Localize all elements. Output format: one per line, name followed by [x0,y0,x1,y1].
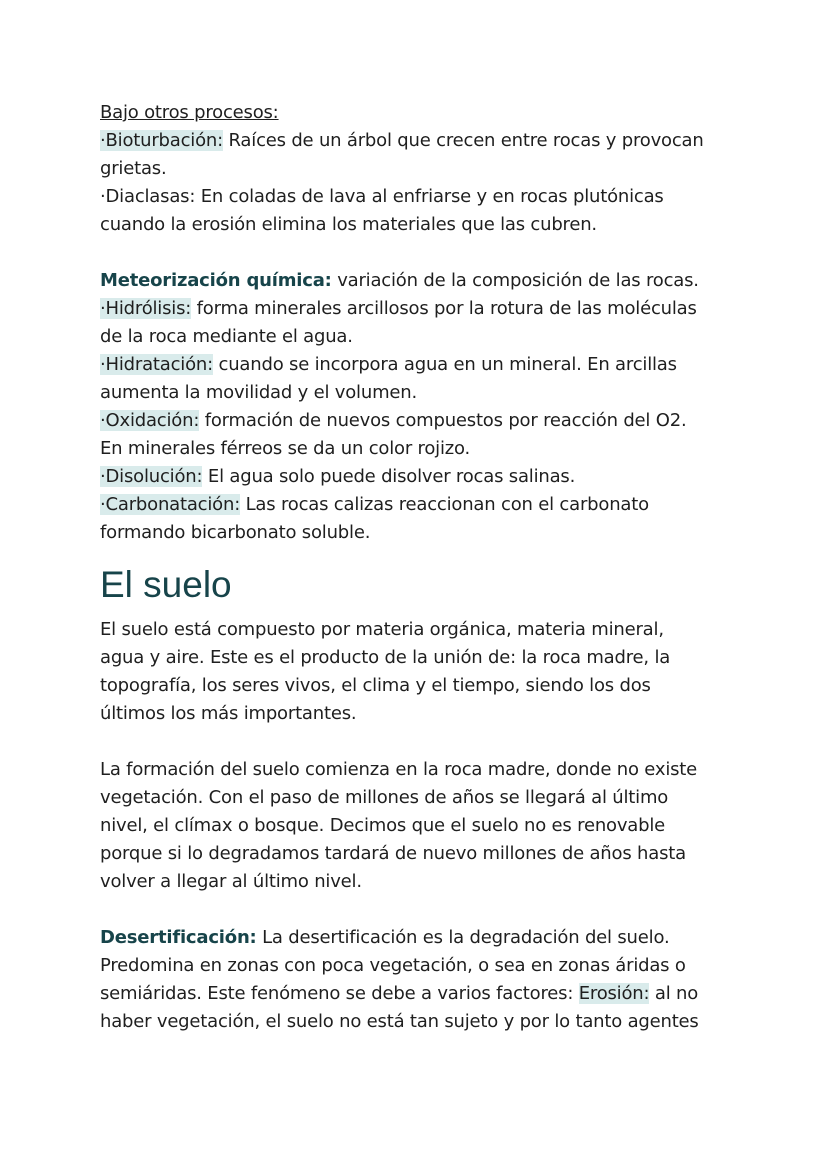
line-text: al no [649,983,699,1004]
text-line: cuando la erosión elimina los materiales que las cubren. [100,214,597,235]
paragraph-gap [100,728,740,756]
line-text: Raíces de un árbol que crecen entre rocas y provocan [223,130,704,151]
line-text: Las rocas calizas reaccionan con el carbonato [240,494,649,515]
paragraph-gap [100,239,740,267]
text-line: El suelo está compuesto por materia orgánica, materia mineral, [100,619,664,640]
line-text: forma minerales arcillosos por la rotura de las moléculas [191,298,697,319]
text-line: agua y aire. Este es el producto de la unión de: la roca madre, la [100,647,671,668]
text-line [100,295,740,323]
highlighted-term: ·Hidratación: [100,354,213,375]
line-text: El agua solo puede disolver rocas salinas. [202,466,576,487]
text-line: ·Diaclasas: En coladas de lava al enfriarse y en rocas plutónicas [100,186,664,207]
text-line: grietas. [100,158,167,179]
text-line: Predomina en zonas con poca vegetación, o sea en zonas áridas o [100,955,686,976]
text-line: aumenta la movilidad y el volumen. [100,382,418,403]
line-text: semiáridas. Este fenómeno se debe a varios factores: [100,983,579,1004]
text-line: de la roca mediante el agua. [100,326,353,347]
text-line [100,924,740,952]
section-subheading: Bajo otros procesos: [100,102,279,123]
highlighted-term: ·Carbonatación: [100,494,241,515]
line-text: formación de nuevos compuestos por reacción del O2. [199,410,687,431]
text-line: volver a llegar al último nivel. [100,871,362,892]
text-line: La formación del suelo comienza en la roca madre, donde no existe [100,759,698,780]
text-line: nivel, el clímax o bosque. Decimos que el suelo no es renovable [100,815,666,836]
line-text: La desertificación es la degradación del suelo. [256,927,670,948]
document-page [100,99,740,1036]
text-line: En minerales férreos se da un color rojizo. [100,438,471,459]
highlighted-term: ·Bioturbación: [100,130,223,151]
text-line [100,463,740,491]
bold-term: Meteorización química: [100,270,332,291]
highlighted-term: ·Disolución: [100,466,203,487]
text-line: haber vegetación, el suelo no está tan sujeto y por lo tanto agentes [100,1011,699,1032]
section-heading: El suelo [100,564,232,605]
text-line [100,267,740,295]
text-line: últimos los más importantes. [100,703,357,724]
text-line [100,99,740,127]
highlighted-term: ·Hidrólisis: [100,298,192,319]
text-line [100,491,740,519]
text-line: vegetación. Con el paso de millones de años se llegará al último [100,787,669,808]
text-line [100,127,740,155]
text-line [100,351,740,379]
text-line: topografía, los seres vivos, el clima y el tiempo, siendo los dos [100,675,651,696]
highlighted-term: Erosión: [578,983,650,1004]
bold-term: Desertificación: [100,927,257,948]
paragraph-gap [100,896,740,924]
text-line [100,980,740,1008]
text-line: formando bicarbonato soluble. [100,522,371,543]
line-text: variación de la composición de las rocas. [331,270,699,291]
line-text: cuando se incorpora agua en un mineral. En arcillas [213,354,677,375]
text-line: porque si lo degradamos tardará de nuevo millones de años hasta [100,843,686,864]
text-line [100,407,740,435]
highlighted-term: ·Oxidación: [100,410,200,431]
